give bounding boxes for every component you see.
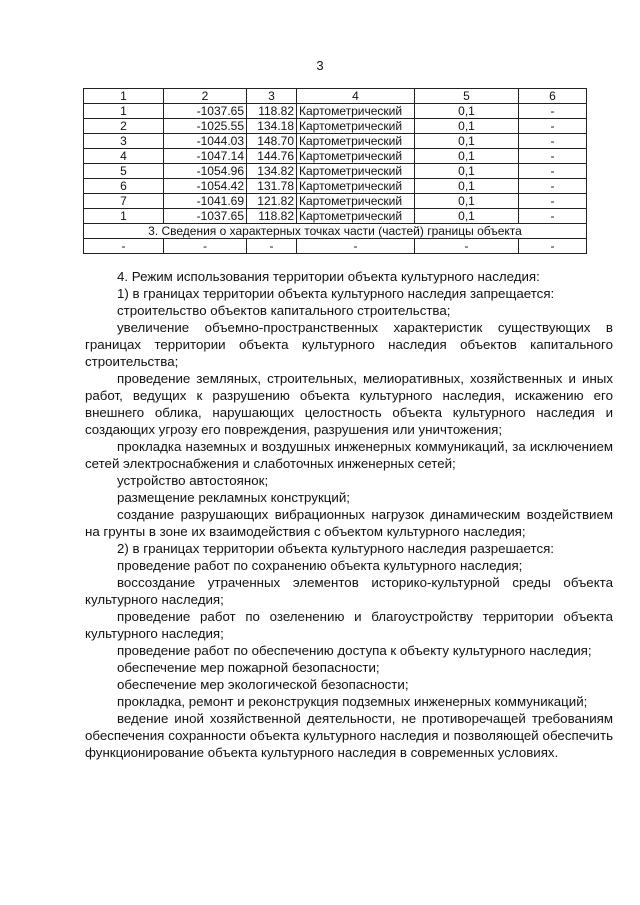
col-header: 4	[297, 89, 415, 104]
paragraph: строительство объектов капитального строительства;	[117, 303, 451, 318]
section3-row	[84, 239, 587, 254]
point-number: 1	[84, 209, 164, 224]
method: Картометрический	[297, 209, 415, 224]
table-row	[84, 104, 587, 119]
accuracy: 0,1	[415, 134, 519, 149]
accuracy: 0,1	[415, 194, 519, 209]
paragraph: прокладка, ремонт и реконструкция подземных инженерных коммуникаций;	[117, 694, 588, 709]
accuracy: 0,1	[415, 164, 519, 179]
prohibited-heading: 1) в границах территории объекта культурного наследия запрещается:	[117, 286, 555, 301]
description: -	[519, 104, 587, 119]
coord-x: -1025.55	[164, 119, 247, 134]
coord-x: -1054.96	[164, 164, 247, 179]
section3-cell: -	[164, 239, 247, 254]
paragraph: обеспечение мер пожарной безопасности;	[117, 660, 380, 675]
paragraph: проведение земляных, строительных, мелиоративных, хозяйственных и иных работ, ведущих к разрушению объекта культурного наследия, искажению его внешнего облика, нарушающих целостность объекта культурного наследия и создающих угрозу его повреждения, разрушения или уничтожения;	[85, 371, 613, 437]
coord-y: 118.82	[247, 104, 297, 119]
point-number: 6	[84, 179, 164, 194]
paragraph: увеличение объемно-пространственных характеристик существующих в границах территории объекта культурного наследия объектов капитального строительства;	[85, 320, 613, 369]
section3-cell: -	[84, 239, 164, 254]
description: -	[519, 149, 587, 164]
table-row	[84, 134, 587, 149]
table-row	[84, 164, 587, 179]
coord-x: -1044.03	[164, 134, 247, 149]
table-row	[84, 209, 587, 224]
paragraph: проведение работ по обеспечению доступа к объекту культурного наследия;	[117, 643, 592, 658]
table-row	[84, 149, 587, 164]
paragraph: устройство автостоянок;	[117, 473, 269, 488]
coord-x: -1054.42	[164, 179, 247, 194]
method: Картометрический	[297, 164, 415, 179]
method: Картометрический	[297, 134, 415, 149]
paragraph: прокладка наземных и воздушных инженерных коммуникаций, за исключением сетей электроснабжения и слаботочных инженерных сетей;	[85, 439, 613, 471]
coord-y: 134.18	[247, 119, 297, 134]
accuracy: 0,1	[415, 104, 519, 119]
coord-x: -1037.65	[164, 209, 247, 224]
paragraph: создание разрушающих вибрационных нагрузок динамическим воздействием на грунты в зоне их взаимодействия с объектом культурного наследия;	[85, 507, 613, 539]
point-number: 3	[84, 134, 164, 149]
section3-title-row	[84, 224, 587, 239]
table-header-row	[84, 89, 587, 104]
coord-y: 144.76	[247, 149, 297, 164]
section3-cell: -	[297, 239, 415, 254]
table-row	[84, 194, 587, 209]
method: Картометрический	[297, 104, 415, 119]
table-row	[84, 119, 587, 134]
method: Картометрический	[297, 119, 415, 134]
coord-y: 118.82	[247, 209, 297, 224]
point-number: 1	[84, 104, 164, 119]
page-number: 3	[316, 58, 324, 73]
method: Картометрический	[297, 179, 415, 194]
section3-cell: -	[519, 239, 587, 254]
paragraph: воссоздание утраченных элементов историко-культурной среды объекта культурного наследия;	[85, 575, 613, 607]
paragraph: размещение рекламных конструкций;	[117, 490, 350, 505]
coord-y: 121.82	[247, 194, 297, 209]
paragraph: проведение работ по озеленению и благоустройству территории объекта культурного наследия;	[85, 609, 613, 641]
coordinates-table	[83, 88, 587, 254]
point-number: 2	[84, 119, 164, 134]
description: -	[519, 194, 587, 209]
accuracy: 0,1	[415, 119, 519, 134]
description: -	[519, 209, 587, 224]
paragraph: проведение работ по сохранению объекта культурного наследия;	[117, 558, 523, 573]
section-heading: 4. Режим использования территории объекта культурного наследия:	[117, 269, 540, 284]
coord-y: 134.82	[247, 164, 297, 179]
description: -	[519, 179, 587, 194]
section3-cell: -	[247, 239, 297, 254]
point-number: 4	[84, 149, 164, 164]
section3-cell: -	[415, 239, 519, 254]
paragraph: обеспечение мер экологической безопасности;	[117, 677, 409, 692]
coord-y: 131.78	[247, 179, 297, 194]
allowed-heading: 2) в границах территории объекта культурного наследия разрешается:	[117, 541, 554, 556]
point-number: 5	[84, 164, 164, 179]
section3-title: 3. Сведения о характерных точках части (частей) границы объекта	[84, 224, 587, 239]
accuracy: 0,1	[415, 209, 519, 224]
coord-y: 148.70	[247, 134, 297, 149]
regime-text	[85, 268, 613, 761]
col-header: 2	[164, 89, 247, 104]
col-header: 1	[84, 89, 164, 104]
paragraph: ведение иной хозяйственной деятельности, не противоречащей требованиям обеспечения сохранности объекта культурного наследия и позволяющей обеспечить функционирование объекта культурного наследия в современных условиях.	[85, 711, 613, 760]
table-row	[84, 179, 587, 194]
description: -	[519, 134, 587, 149]
col-header: 5	[415, 89, 519, 104]
col-header: 6	[519, 89, 587, 104]
point-number: 7	[84, 194, 164, 209]
method: Картометрический	[297, 149, 415, 164]
coord-x: -1041.69	[164, 194, 247, 209]
col-header: 3	[247, 89, 297, 104]
description: -	[519, 119, 587, 134]
accuracy: 0,1	[415, 149, 519, 164]
description: -	[519, 164, 587, 179]
method: Картометрический	[297, 194, 415, 209]
coord-x: -1037.65	[164, 104, 247, 119]
coord-x: -1047.14	[164, 149, 247, 164]
accuracy: 0,1	[415, 179, 519, 194]
